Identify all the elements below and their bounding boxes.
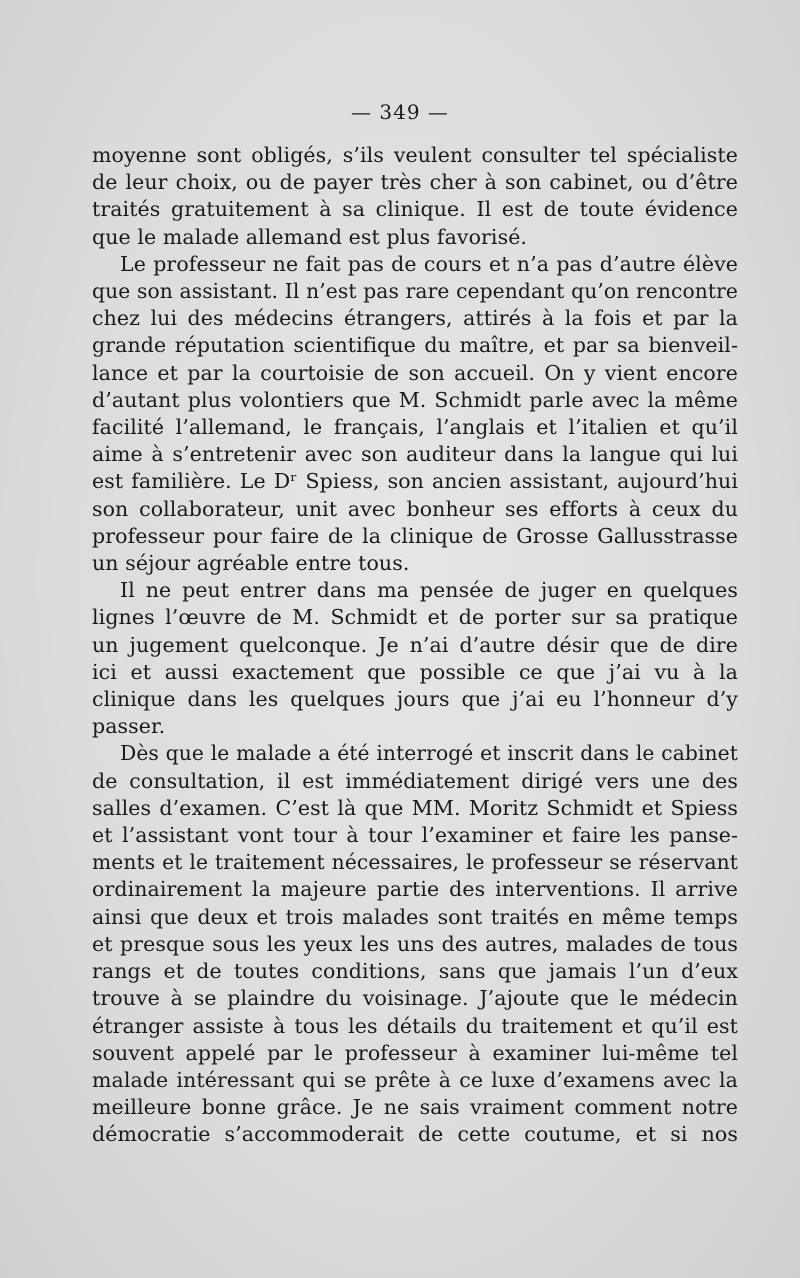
text-line: ments et le traitement nécessaires, le professeur se réservant bbox=[92, 850, 738, 875]
text-line: traités gratuitement à sa clinique. Il est de toute évidence bbox=[92, 197, 738, 222]
text-line: de leur choix, ou de payer très cher à son cabinet, ou d’être bbox=[92, 170, 738, 195]
text-line: un séjour agréable entre tous. bbox=[92, 551, 410, 576]
text-line: passer. bbox=[92, 714, 166, 739]
text-line: trouve à se plaindre du voisinage. J’ajoute que le médecin bbox=[92, 986, 738, 1011]
text-line: que le malade allemand est plus favorisé. bbox=[92, 224, 528, 249]
text-line: grande réputation scientifique du maître, et par sa bienveil- bbox=[92, 333, 738, 358]
text-line: un jugement quelconque. Je n’ai d’autre désir que de dire bbox=[92, 632, 738, 657]
text-line: que son assistant. Il n’est pas rare cependant qu’on rencontre bbox=[92, 279, 738, 304]
text-line: d’autant plus volontiers que M. Schmidt parle avec la même bbox=[92, 387, 738, 412]
text-line: aime à s’entretenir avec son auditeur dans la langue qui lui bbox=[92, 442, 738, 467]
text-line: meilleure bonne grâce. Je ne sais vraiment comment notre bbox=[92, 1095, 738, 1120]
text-line: rangs et de toutes conditions, sans que jamais l’un d’eux bbox=[92, 959, 738, 984]
text-line: Dès que le malade a été interrogé et inscrit dans le cabinet bbox=[120, 741, 738, 766]
text-line: démocratie s’accommoderait de cette coutume, et si nos bbox=[92, 1122, 738, 1147]
page-number: — 349 — bbox=[351, 100, 449, 124]
text-line: salles d’examen. C’est là que MM. Moritz Schmidt et Spiess bbox=[92, 795, 738, 820]
text-line: ici et aussi exactement que possible ce que j’ai vu à la bbox=[92, 659, 738, 684]
text-line: clinique dans les quelques jours que j’ai eu l’honneur d’y bbox=[92, 687, 738, 712]
text-line: de consultation, il est immédiatement dirigé vers une des bbox=[92, 768, 738, 793]
body-text bbox=[92, 142, 738, 1149]
text-line: étranger assiste à tous les détails du traitement et qu’il est bbox=[92, 1013, 738, 1038]
text-line: chez lui des médecins étrangers, attirés à la fois et par la bbox=[92, 306, 738, 331]
text-line: lignes l’œuvre de M. Schmidt et de porter sur sa pratique bbox=[92, 605, 738, 630]
text-line: Il ne peut entrer dans ma pensée de juger en quelques bbox=[120, 578, 738, 603]
text-line: ainsi que deux et trois malades sont traités en même temps bbox=[92, 904, 738, 929]
text-line: est familière. Le Dʳ Spiess, son ancien assistant, aujourd’hui bbox=[92, 469, 738, 494]
text-line: et l’assistant vont tour à tour l’examiner et faire les panse- bbox=[92, 823, 738, 848]
text-line: son collaborateur, unit avec bonheur ses efforts à ceux du bbox=[92, 496, 738, 521]
text-line: lance et par la courtoisie de son accueil. On y vient encore bbox=[92, 360, 738, 385]
text-line: professeur pour faire de la clinique de Grosse Gallusstrasse bbox=[92, 523, 738, 548]
text-line: malade intéressant qui se prête à ce luxe d’examens avec la bbox=[92, 1067, 738, 1092]
text-line: ordinairement la majeure partie des interventions. Il arrive bbox=[92, 877, 738, 902]
text-line: Le professeur ne fait pas de cours et n’a pas d’autre élève bbox=[120, 251, 738, 276]
text-line: moyenne sont obligés, s’ils veulent consulter tel spécialiste bbox=[92, 143, 738, 167]
text-line: et presque sous les yeux les uns des autres, malades de tous bbox=[92, 931, 738, 956]
text-line: souvent appelé par le professeur à examiner lui-même tel bbox=[92, 1040, 738, 1065]
text-line: facilité l’allemand, le français, l’anglais et l’italien et qu’il bbox=[92, 415, 738, 440]
